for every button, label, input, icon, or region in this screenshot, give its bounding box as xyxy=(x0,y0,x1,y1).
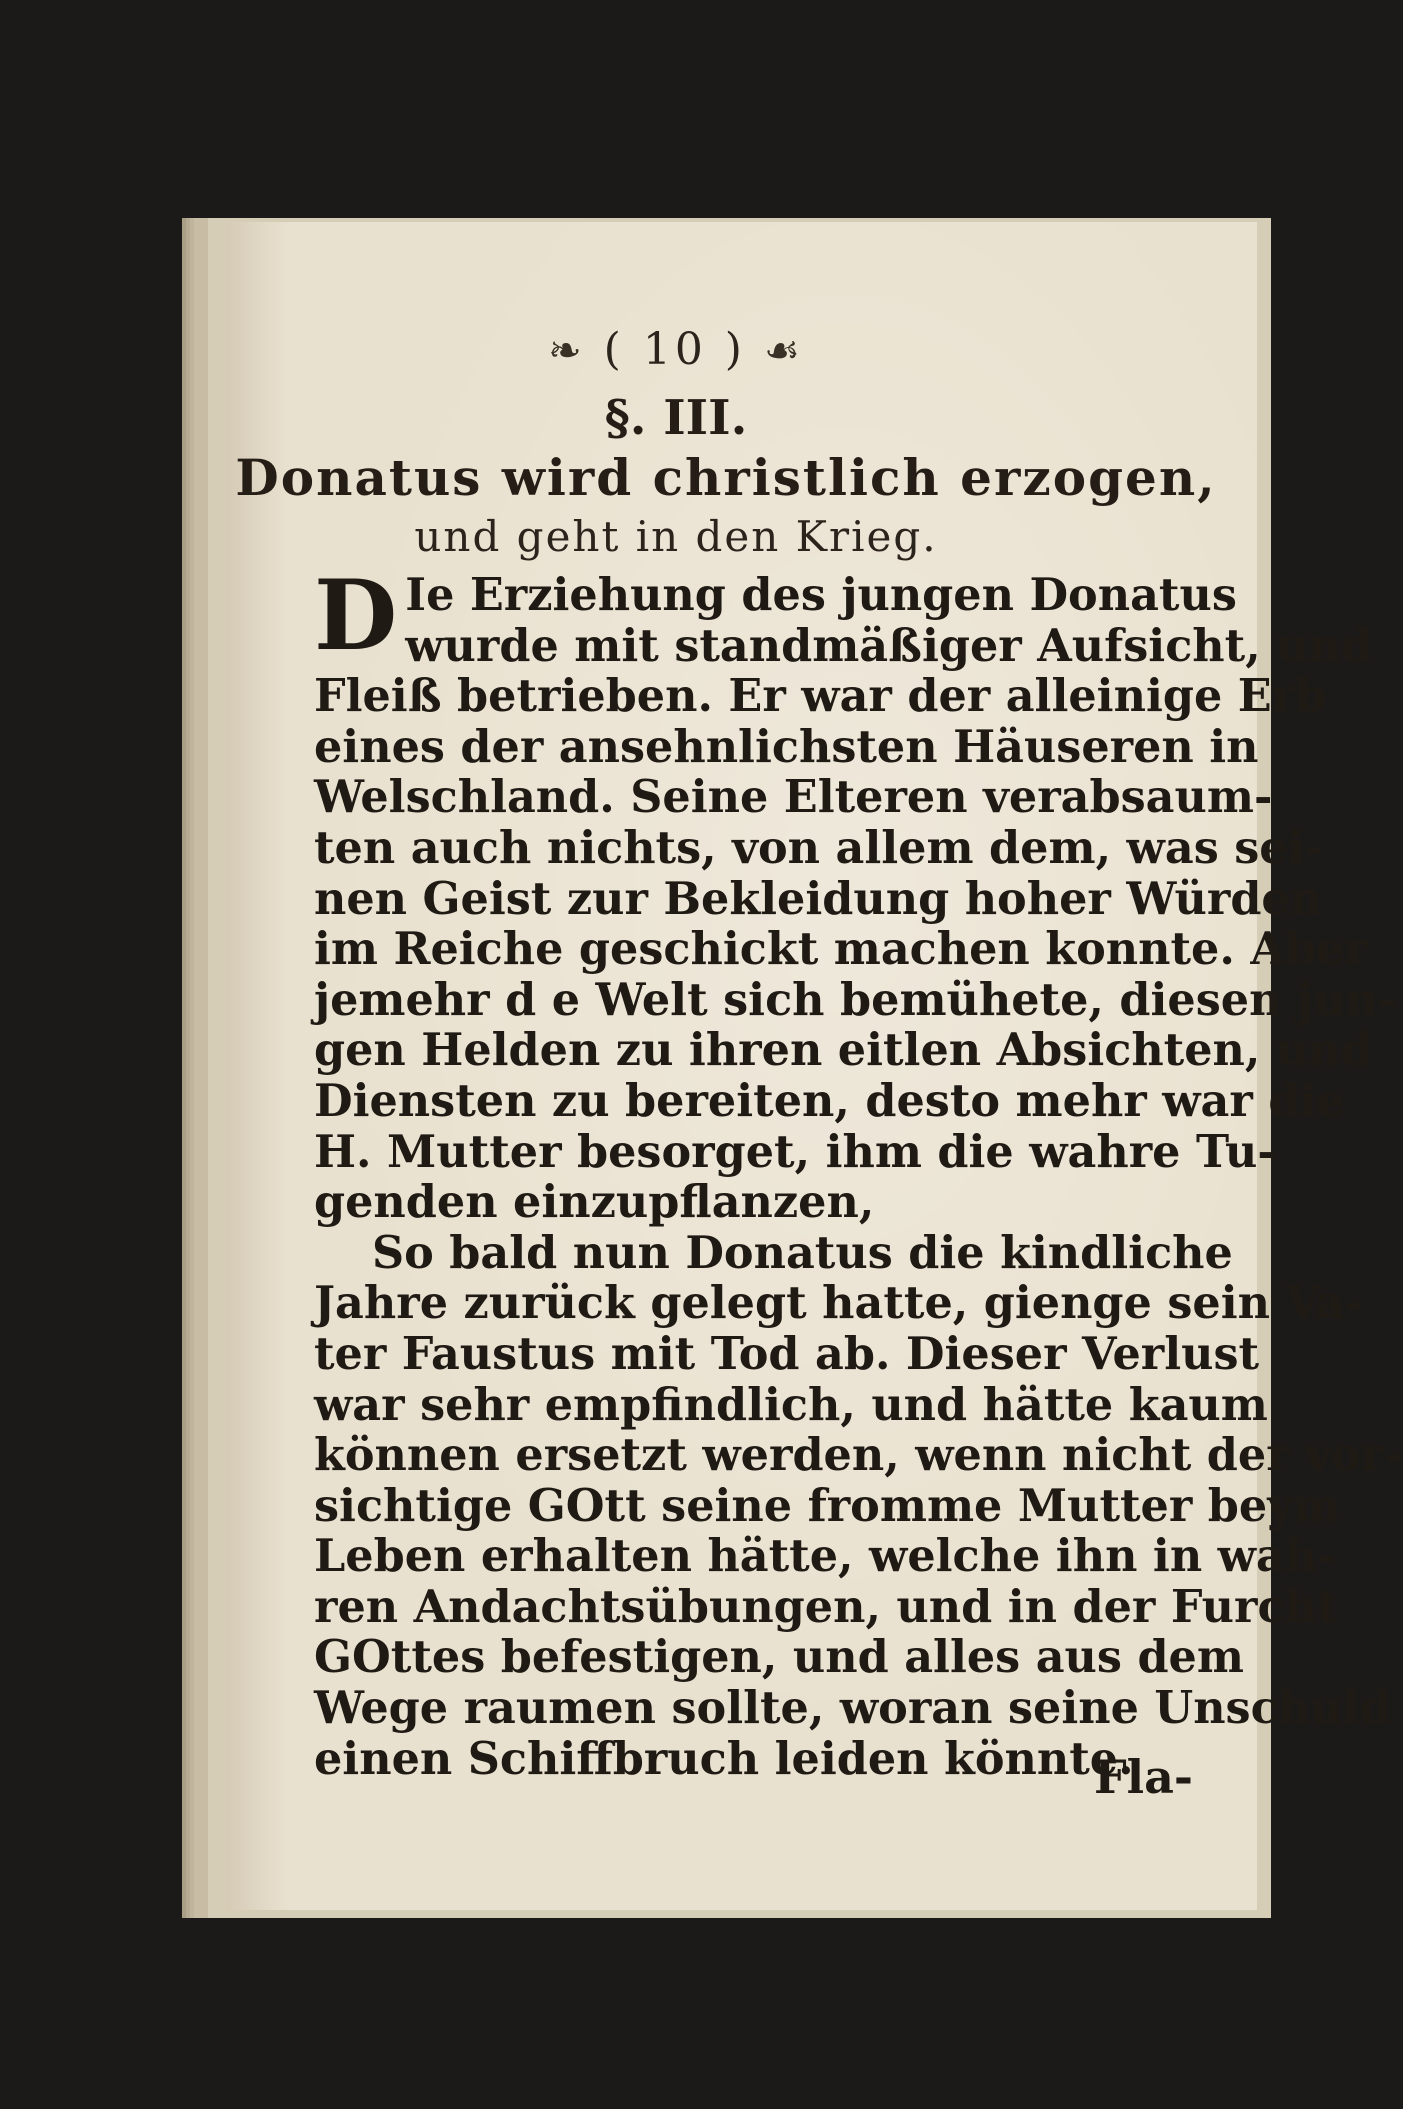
text-line: Welschland. Seine Elteren verabsaum- xyxy=(314,771,1273,824)
page-number: ( 10 ) xyxy=(603,324,746,375)
book-page xyxy=(226,222,1403,1910)
text-line: sichtige GOtt seine fromme Mutter beym xyxy=(314,1479,1341,1532)
text-line: Ie Erziehung des jungen Donatus xyxy=(405,569,1237,621)
chapter-title: Donatus wird christlich erzogen, xyxy=(235,448,1217,507)
text-line: Fleiß betrieben. Er war der alleinige Erb xyxy=(314,670,1327,723)
text-line: war sehr empfindlich, und hätte kaum xyxy=(314,1378,1268,1431)
body-text xyxy=(314,559,1403,1785)
right-ornament-icon: ☙ xyxy=(763,328,804,374)
text-line: jemehr d e Welt sich bemühete, diesen jun- xyxy=(314,973,1397,1026)
text-line: einen Schiffbruch leiden könnte. xyxy=(314,1732,1134,1785)
text-line: nen Geist zur Bekleidung hoher Würden xyxy=(314,872,1323,925)
text-line: eines der ansehnlichsten Häuseren in xyxy=(314,720,1259,773)
text-line: im Reiche geschickt machen konnte. Aber xyxy=(314,923,1368,976)
left-ornament-icon: ❧ xyxy=(548,328,586,374)
text-line: ten auch nichts, von allem dem, was sei- xyxy=(314,821,1323,874)
text-line: H. Mutter besorget, ihm die wahre Tu- xyxy=(314,1125,1276,1178)
catchword: Fla- xyxy=(1093,1750,1193,1804)
drop-cap: D xyxy=(314,559,398,672)
section-number: §. III. xyxy=(604,390,748,446)
text-line: gen Helden zu ihren eitlen Absichten, und xyxy=(314,1024,1372,1077)
page-header xyxy=(226,324,1126,375)
text-line: Diensten zu bereiten, desto mehr war die xyxy=(314,1074,1345,1127)
text-line: ter Faustus mit Tod ab. Dieser Verlust xyxy=(314,1327,1260,1380)
text-line: ren Andachtsübungen, und in der Furcht xyxy=(314,1580,1338,1633)
text-line: wurde mit standmäßiger Aufsicht, und xyxy=(405,619,1373,672)
text-line: Wege raumen sollte, woran seine Unschuld xyxy=(314,1682,1391,1735)
chapter-subtitle: und geht in den Krieg. xyxy=(414,512,938,561)
text-line: GOttes befestigen, und alles aus dem xyxy=(314,1631,1244,1684)
text-line: können ersetzt werden, wenn nicht der vor- xyxy=(314,1429,1403,1482)
text-line: genden einzupflanzen, xyxy=(314,1176,875,1229)
text-line: Leben erhalten hätte, welche ihn in wah- xyxy=(314,1530,1336,1583)
text-line: Jahre zurück gelegt hatte, gienge sein Va- xyxy=(314,1277,1364,1330)
text-line: So bald nun Donatus die kindliche xyxy=(372,1226,1233,1279)
